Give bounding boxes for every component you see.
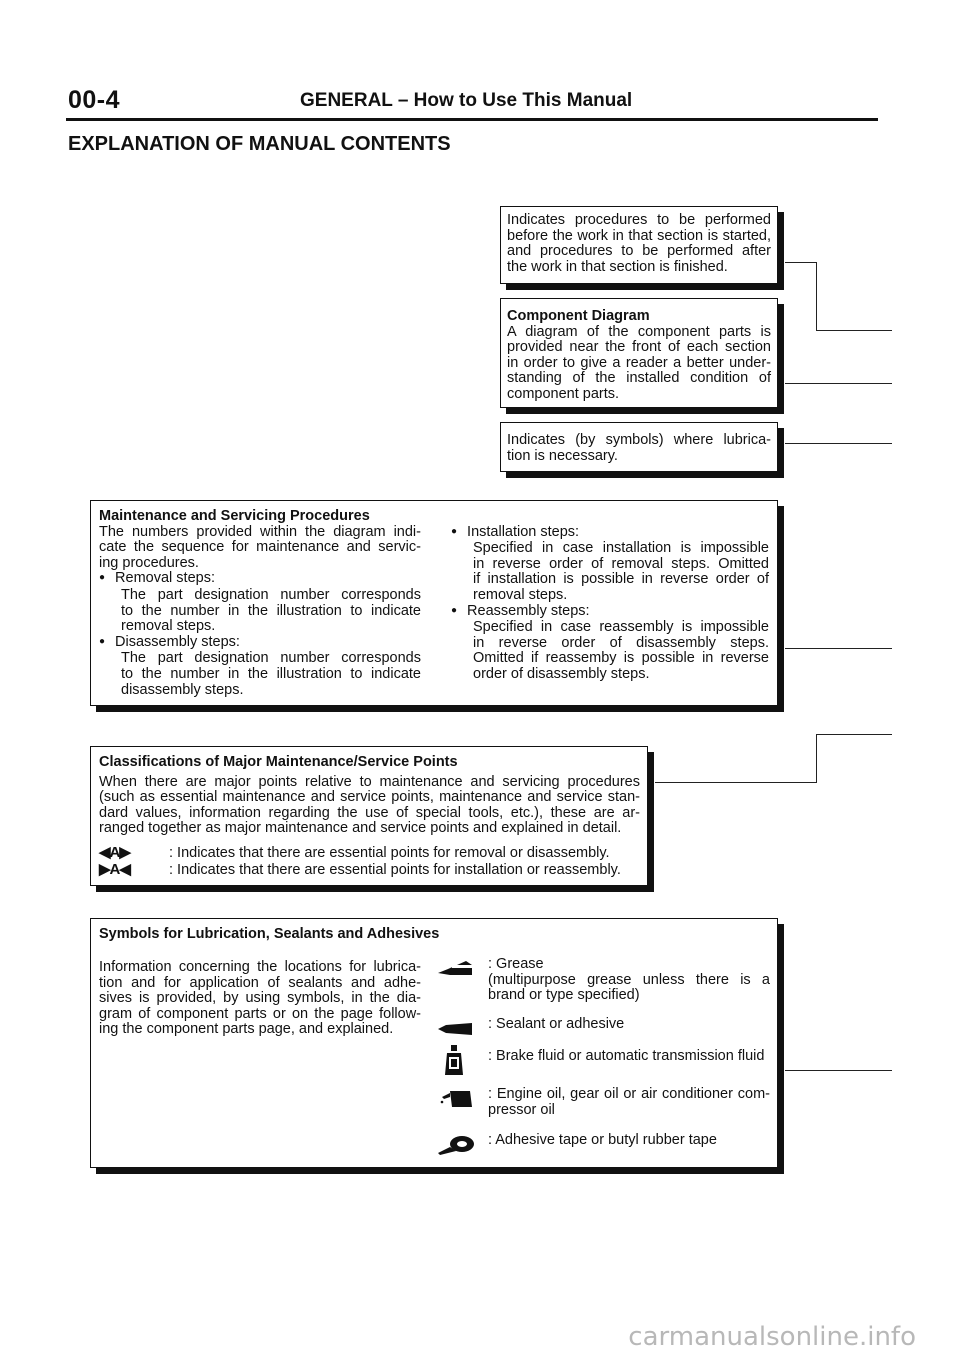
maintenance-procedures-box (90, 500, 778, 706)
leader-line-4 (785, 648, 892, 649)
text-line: in reverse order of removal steps. Omitted (473, 555, 769, 572)
watermark: carmanualsonline.info (628, 1322, 916, 1352)
procedures-box (500, 206, 778, 284)
reassembly-steps-label: ● Reassembly steps: (451, 604, 769, 621)
leader-line-5c (816, 734, 892, 735)
text-line: ranged together as major maintenance and service points and explained in detail. (99, 820, 622, 837)
text-line: and procedures to be performed after (507, 243, 771, 260)
box-title: Classifications of Major Maintenance/Service Points (99, 754, 458, 770)
text-line: disassembly steps. (121, 681, 244, 698)
text-line: standing of the installed condition of (507, 370, 771, 387)
text-line: Specified in case reassembly is impossible (473, 619, 769, 636)
oil-can-icon (436, 1087, 476, 1111)
leader-line-1b (816, 262, 817, 330)
text-line: : Sealant or adhesive (488, 1016, 625, 1032)
brake-fluid-can-icon (436, 1043, 476, 1077)
text-line: provided near the front of each section (507, 339, 771, 356)
text-line: tion and for application of sealants and adhe- (99, 974, 421, 991)
installation-steps-label: ● Installation steps: (451, 525, 769, 542)
removal-mark-text: : Indicates that there are essential points for removal or disassembly. (169, 844, 610, 861)
leader-line-5a (655, 782, 817, 783)
text-line: : Brake fluid or automatic transmission fluid (488, 1048, 765, 1064)
text-line: ing the component parts page, and explained. (99, 1021, 394, 1038)
leader-line-2 (785, 383, 892, 384)
section-title: EXPLANATION OF MANUAL CONTENTS (68, 133, 451, 155)
page-header-title: GENERAL – How to Use This Manual (300, 90, 633, 111)
text-line: : Engine oil, gear oil or air conditioner com- (488, 1086, 770, 1102)
tape-roll-icon (436, 1133, 476, 1157)
text-line: Indicates procedures to be performed (507, 212, 771, 228)
text-line: sives is provided, by using symbols, in the dia- (99, 990, 421, 1007)
removal-steps-label: ● Removal steps: (99, 571, 421, 588)
leader-line-5b (816, 734, 817, 782)
text-line: Specified in case installation is impossible (473, 540, 769, 557)
text-line: : Adhesive tape or butyl rubber tape (488, 1132, 717, 1148)
lubrication-note-box (500, 422, 778, 472)
installation-mark-symbol: ▶A◀ (99, 860, 130, 878)
text-line: (such as essential maintenance and service points, maintenance and service stan- (99, 789, 640, 806)
text-line: brand or type specified) (488, 987, 640, 1004)
text-line: The part designation number corresponds (121, 650, 421, 667)
text-line: cate the sequence for maintenance and servic- (99, 539, 421, 556)
text-line: pressor oil (488, 1101, 555, 1118)
text-line: in order to give a reader a better under- (507, 354, 771, 371)
classifications-box (90, 746, 648, 886)
text-line: (multipurpose grease unless there is a (488, 971, 770, 988)
text-line: in reverse order of disassembly steps. (473, 634, 769, 651)
text-line: removal steps. (473, 586, 568, 603)
box-title: Symbols for Lubrication, Sealants and Adhesives (99, 926, 440, 942)
text-line: if installation is possible in reverse order of (473, 571, 769, 588)
component-diagram-box (500, 298, 778, 408)
leader-line-6 (785, 1070, 892, 1071)
sealant-tube-icon (436, 1017, 476, 1041)
text-line: dard values, information regarding the use of special tools, etc.), these are ar- (99, 804, 640, 821)
symbols-box (90, 918, 778, 1168)
box-title: Maintenance and Servicing Procedures (99, 508, 370, 524)
text-line: tion is necessary. (507, 447, 618, 464)
leader-line-1a (785, 262, 817, 263)
text-line: to the number in the illustration to indicate (121, 665, 421, 682)
leader-line-3 (785, 443, 892, 444)
text-line: removal steps. (121, 618, 216, 635)
text-line: gram of component parts or on the page follow- (99, 1005, 421, 1022)
installation-mark-row (99, 862, 640, 879)
text-line: Information concerning the locations for lubrica- (99, 959, 421, 975)
grease-gun-icon (436, 957, 476, 981)
removal-mark-row (99, 845, 640, 862)
text-line: to the number in the illustration to indicate (121, 602, 421, 619)
header-rule (66, 118, 878, 121)
text-line: ing procedures. (99, 554, 199, 571)
box-title: Component Diagram (507, 308, 650, 324)
text-line: the work in that section is finished. (507, 258, 728, 275)
text-line: The part designation number corresponds (121, 586, 421, 603)
text-line: The numbers provided within the diagram indi- (99, 523, 421, 540)
page-number: 00-4 (68, 86, 121, 114)
removal-mark-symbol: ◀A▶ (99, 843, 130, 861)
installation-mark-text: : Indicates that there are essential points for installation or reassembly. (169, 861, 621, 878)
text-line: order of disassembly steps. (473, 665, 650, 682)
text-line: before the work in that section is started, (507, 227, 771, 244)
text-line: : Grease (488, 956, 544, 972)
text-line: Indicates (by symbols) where lubrica- (507, 432, 771, 448)
text-line: A diagram of the component parts is (507, 323, 771, 340)
text-line: component parts. (507, 385, 620, 402)
leader-line-1c (816, 330, 892, 331)
text-line: When there are major points relative to maintenance and servicing procedures (99, 773, 640, 790)
text-line: Omitted if reassemby is possible in reverse (473, 650, 769, 667)
disassembly-steps-label: ● Disassembly steps: (99, 635, 421, 652)
